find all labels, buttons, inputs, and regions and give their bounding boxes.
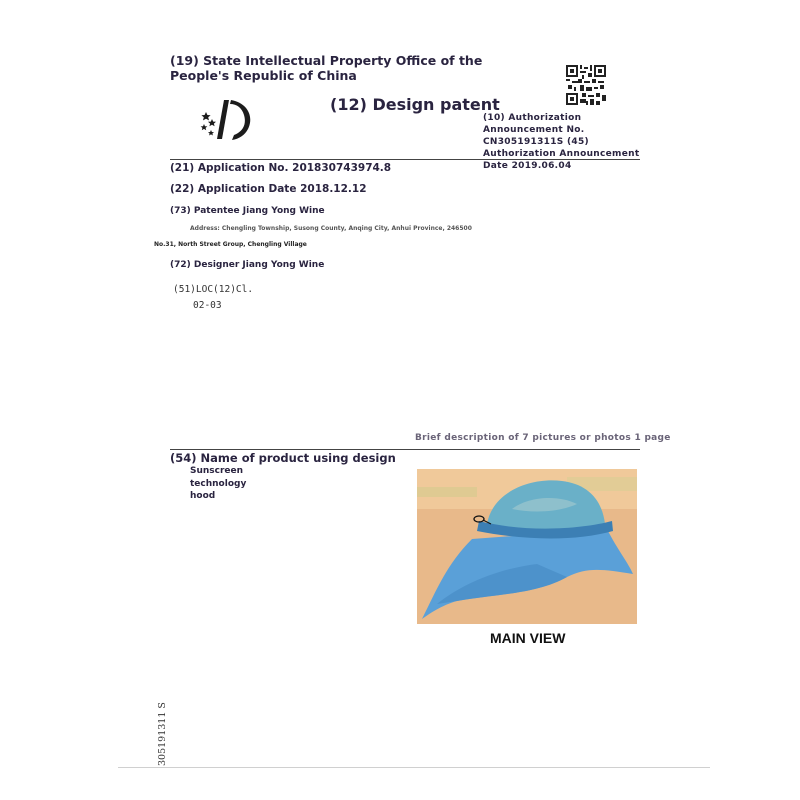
application-date: (22) Application Date 2018.12.12 [170,183,367,195]
application-number: (21) Application No. 201830743974.8 [170,162,392,174]
header-divider [170,159,640,160]
side-number-text: 305191311 S [157,702,168,766]
patent-type-title: (12) Design patent [330,95,500,114]
figure-caption: MAIN VIEW [490,630,566,646]
loc-classification-value: 02-03 [193,300,222,311]
product-photo [417,469,637,624]
product-name: Sunscreen technology hood [190,466,247,501]
cnipa-logo-icon [196,97,258,143]
address-line-1: Address: Chengling Township, Susong County, Anqing City, Anhui Province, 246500 [190,225,472,232]
product-name-label: (54) Name of product using design [170,451,396,465]
patentee: (73) Patentee Jiang Yong Wine [170,206,325,216]
loc-classification: (51)LOC(12)Cl. [173,284,254,295]
side-publication-number [153,702,213,766]
qr-code-icon [566,65,606,105]
footer-divider [118,767,710,768]
designer: (72) Designer Jiang Yong Wine [170,260,325,270]
authorization-announcement: (10) Authorization Announcement No. CN305191311S (45) Authorization Announcement Date 2019.06.04 [483,113,640,171]
brief-description: Brief description of 7 pictures or photos 1 page [415,433,671,443]
issuing-office: (19) State Intellectual Property Office of the People's Republic of China [170,53,483,83]
address-line-2: No.31, North Street Group, Chengling Village [154,241,307,248]
section-divider [170,449,640,450]
